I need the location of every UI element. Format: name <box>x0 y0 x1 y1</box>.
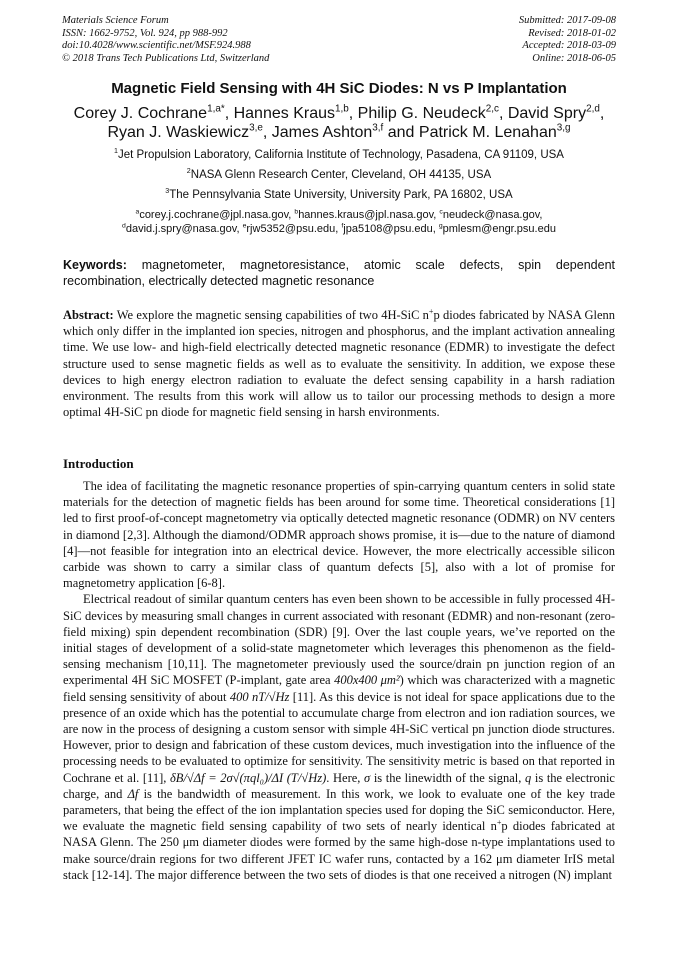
author-sup: 2,d <box>586 103 600 115</box>
paper-title: Magnetic Field Sensing with 4H SiC Diodes: N vs P Implantation <box>111 80 567 97</box>
introduction-body <box>63 478 615 883</box>
section-heading-introduction: Introduction <box>63 456 134 471</box>
author-name: Philip G. Neudeck <box>357 105 486 122</box>
keywords-label: Keywords: <box>63 258 127 272</box>
author-sup: 3,g <box>556 122 571 134</box>
math-gate-area: 400x400 μm² <box>334 673 400 688</box>
email-link[interactable]: david.j.spry@nasa.gov <box>125 223 237 235</box>
affiliation-3: $^3$The Pennsylvania State University, University Park, PA 16802, USA <box>165 187 513 201</box>
email-link[interactable]: jpa5108@psu.edu <box>343 223 433 235</box>
author-name: Patrick M. Lenahan <box>418 124 557 141</box>
email-link[interactable]: neudeck@nasa.gov <box>442 209 540 221</box>
math-delta-f: Δf <box>127 786 139 801</box>
math-sensitivity: 400 nT/√Hz <box>229 689 290 704</box>
date-submitted: Submitted: 2017-09-08 <box>518 15 616 26</box>
author-sup: 1,b <box>334 103 349 115</box>
date-accepted: Accepted: 2018-03-09 <box>522 40 616 51</box>
journal-name: Materials Science Forum <box>62 15 169 26</box>
journal-issn: ISSN: 1662-9752, Vol. 924, pp 988-992 <box>62 27 228 39</box>
affiliation-2: $^2$NASA Glenn Research Center, Cleveland, OH 44135, USA <box>186 167 492 181</box>
author-name: Ryan J. Waskiewicz <box>107 124 250 141</box>
email-list: $^a$corey.j.cochrane@jpl.nasa.gov, $^b$hannes.kraus@jpl.nasa.gov, $^c$neudeck@nasa.gov, $^d$david.j.spry@nasa.gov, $^e$rjw5352@psu.edu, $^f$jpa5108@psu.edu, $^g$pmlesm@engr.psu.edu <box>122 208 556 235</box>
journal-header <box>62 15 269 65</box>
author-name: Hannes Kraus <box>233 105 335 122</box>
journal-copyright: © 2018 Trans Tech Publications Ltd, Switzerland <box>62 52 270 64</box>
author-sup: 1,a* <box>207 103 225 115</box>
keywords-text: magnetometer, magnetoresistance, atomic scale defects, spin dependent recombination, electrically detected magnetic resonance <box>63 258 615 288</box>
keywords <box>63 258 615 289</box>
abstract-label: Abstract: <box>63 308 114 322</box>
email-link[interactable]: pmlesm@engr.psu.edu <box>442 223 556 235</box>
author-name: David Spry <box>507 105 587 122</box>
author-list: Corey J. Cochrane$^{1,a*}$, Hannes Kraus$^{1,b}$, Philip G. Neudeck$^{2,c}$, David Spry$^{2,d}$, Ryan J. Waskiewicz$^{3,e}$, James Ashton$^{3,f}$ and Patrick M. Lenahan$^{3,g}$ <box>73 103 605 141</box>
journal-doi[interactable]: doi:10.4028/www.scientific.net/MSF.924.988 <box>62 40 251 51</box>
affiliation-1: $^1$Jet Propulsion Laboratory, California Institute of Technology, Pasadena, CA 91109, USA <box>114 147 564 161</box>
author-sup: 3,e <box>249 122 263 134</box>
author-name: James Ashton <box>271 124 373 141</box>
intro-paragraph-1: The idea of facilitating the magnetic resonance properties of spin-carrying quantum centers in solid state materials for the detection of magnetic fields has been around for some time. Theoretical considerations [1] led to first proof-of-concept magnetometry via optically detected magnetic resonance (ODMR) on NV centers in diamond [2,3]. Although the diamond/ODMR approach shows promise, it is—due to the nature of diamond [4]—not feasible for integration into an electrical device. However, the more electrically accessible silicon carbide was shown to carry a similar class of quantum defects [5], also with a lot of promise for magnetometry application [6-8]. <box>63 479 615 591</box>
email-link[interactable]: corey.j.cochrane@jpl.nasa.gov <box>139 209 289 221</box>
dates-header <box>519 15 616 65</box>
intro-paragraph-2: Electrical readout of similar quantum centers has even been shown to be accessible in fully processed 4H-SiC devices by measuring small changes in current associated with resonant (EDMR) and non-resonant (zero-field mixing) spin dependent recombination (SDR) [9]. Over the last couple years, we’ve reported on the initial stages of development of a solid-state magnetometer which leverages this phenomenon as the field-sensing mechanism [10,11]. The magnetometer previously used the source/drain pn junction region of an experimental 4H SiC MOSFET (P-implant, gate area 400x400 μm²) which was characterized with a magnetic field sensing sensitivity of about 400 nT/√Hz [11]. As this device is not ideal for space applications due to the presence of an oxide which has the potential to accumulate charge from electron and ion radiation sources, we are now in the process of designing a custom sensor with simple 4H-SiC vertical pn junction diode structures. However, prior to design and fabrication of these custom devices, much investigation into the influence of the processing needs to be evaluated to optimize for sensitivity. The sensitivity metric is based on that reported in Cochrane et al. [11], δB/√Δf = 2σ√(πql₀)/ΔI (T/√Hz). Here, σ is the linewidth of the signal, q is the electronic charge, and Δf is the bandwidth of measurement. In this work, we look to evaluate one of the key trade parameters, that being the effect of the ion implantation species used for doping the SiC semiconductor. Here, we evaluate the magnetic field sensing capability of two sets of nearly identical n+p diodes fabricated at NASA Glenn. The 250 μm diameter diodes were formed by the same high-dose n-type implantations used to make source/drain regions for two different JFET IC wafer runs, contacted by a 162 μm diameter IrIS metal stack [12-14]. The major difference between the two sets of diodes is that one received a nitrogen (N) implant <box>63 592 616 882</box>
email-link[interactable]: hannes.kraus@jpl.nasa.gov <box>298 209 434 221</box>
email-link[interactable]: rjw5352@psu.edu <box>246 223 336 235</box>
author-sup: 3,f <box>372 122 384 134</box>
math-formula: δB/√Δf = 2σ√(πql₀)/ΔI (T/√Hz) <box>170 770 327 785</box>
date-online: Online: 2018-06-05 <box>532 52 616 64</box>
abstract: Abstract: We explore the magnetic sensing capabilities of two 4H-SiC n+p diodes fabricated by NASA Glenn which only differ in the implanted ion species, nitrogen and phosphorus, and the implant activation annealing time. We use low- and high-field electrically detected magnetic resonance (EDMR) to investigate the defect structure used to sense magnetic fields as well as to evaluate the sensitivity. In addition, we expose these devices to high energy electron radiation to evaluate the defect sensing capability in a harsh radiation environment. The results from this work will allow us to tailor our processing methods to design a more optimal 4H-SiC pn diode for magnetic field sensing in harsh environments. <box>63 306 615 420</box>
author-name: Corey J. Cochrane <box>73 105 208 122</box>
math-sigma: σ <box>364 770 371 785</box>
date-revised: Revised: 2018-01-02 <box>528 27 616 39</box>
math-q: q <box>525 770 532 785</box>
author-sup: 2,c <box>485 103 499 115</box>
